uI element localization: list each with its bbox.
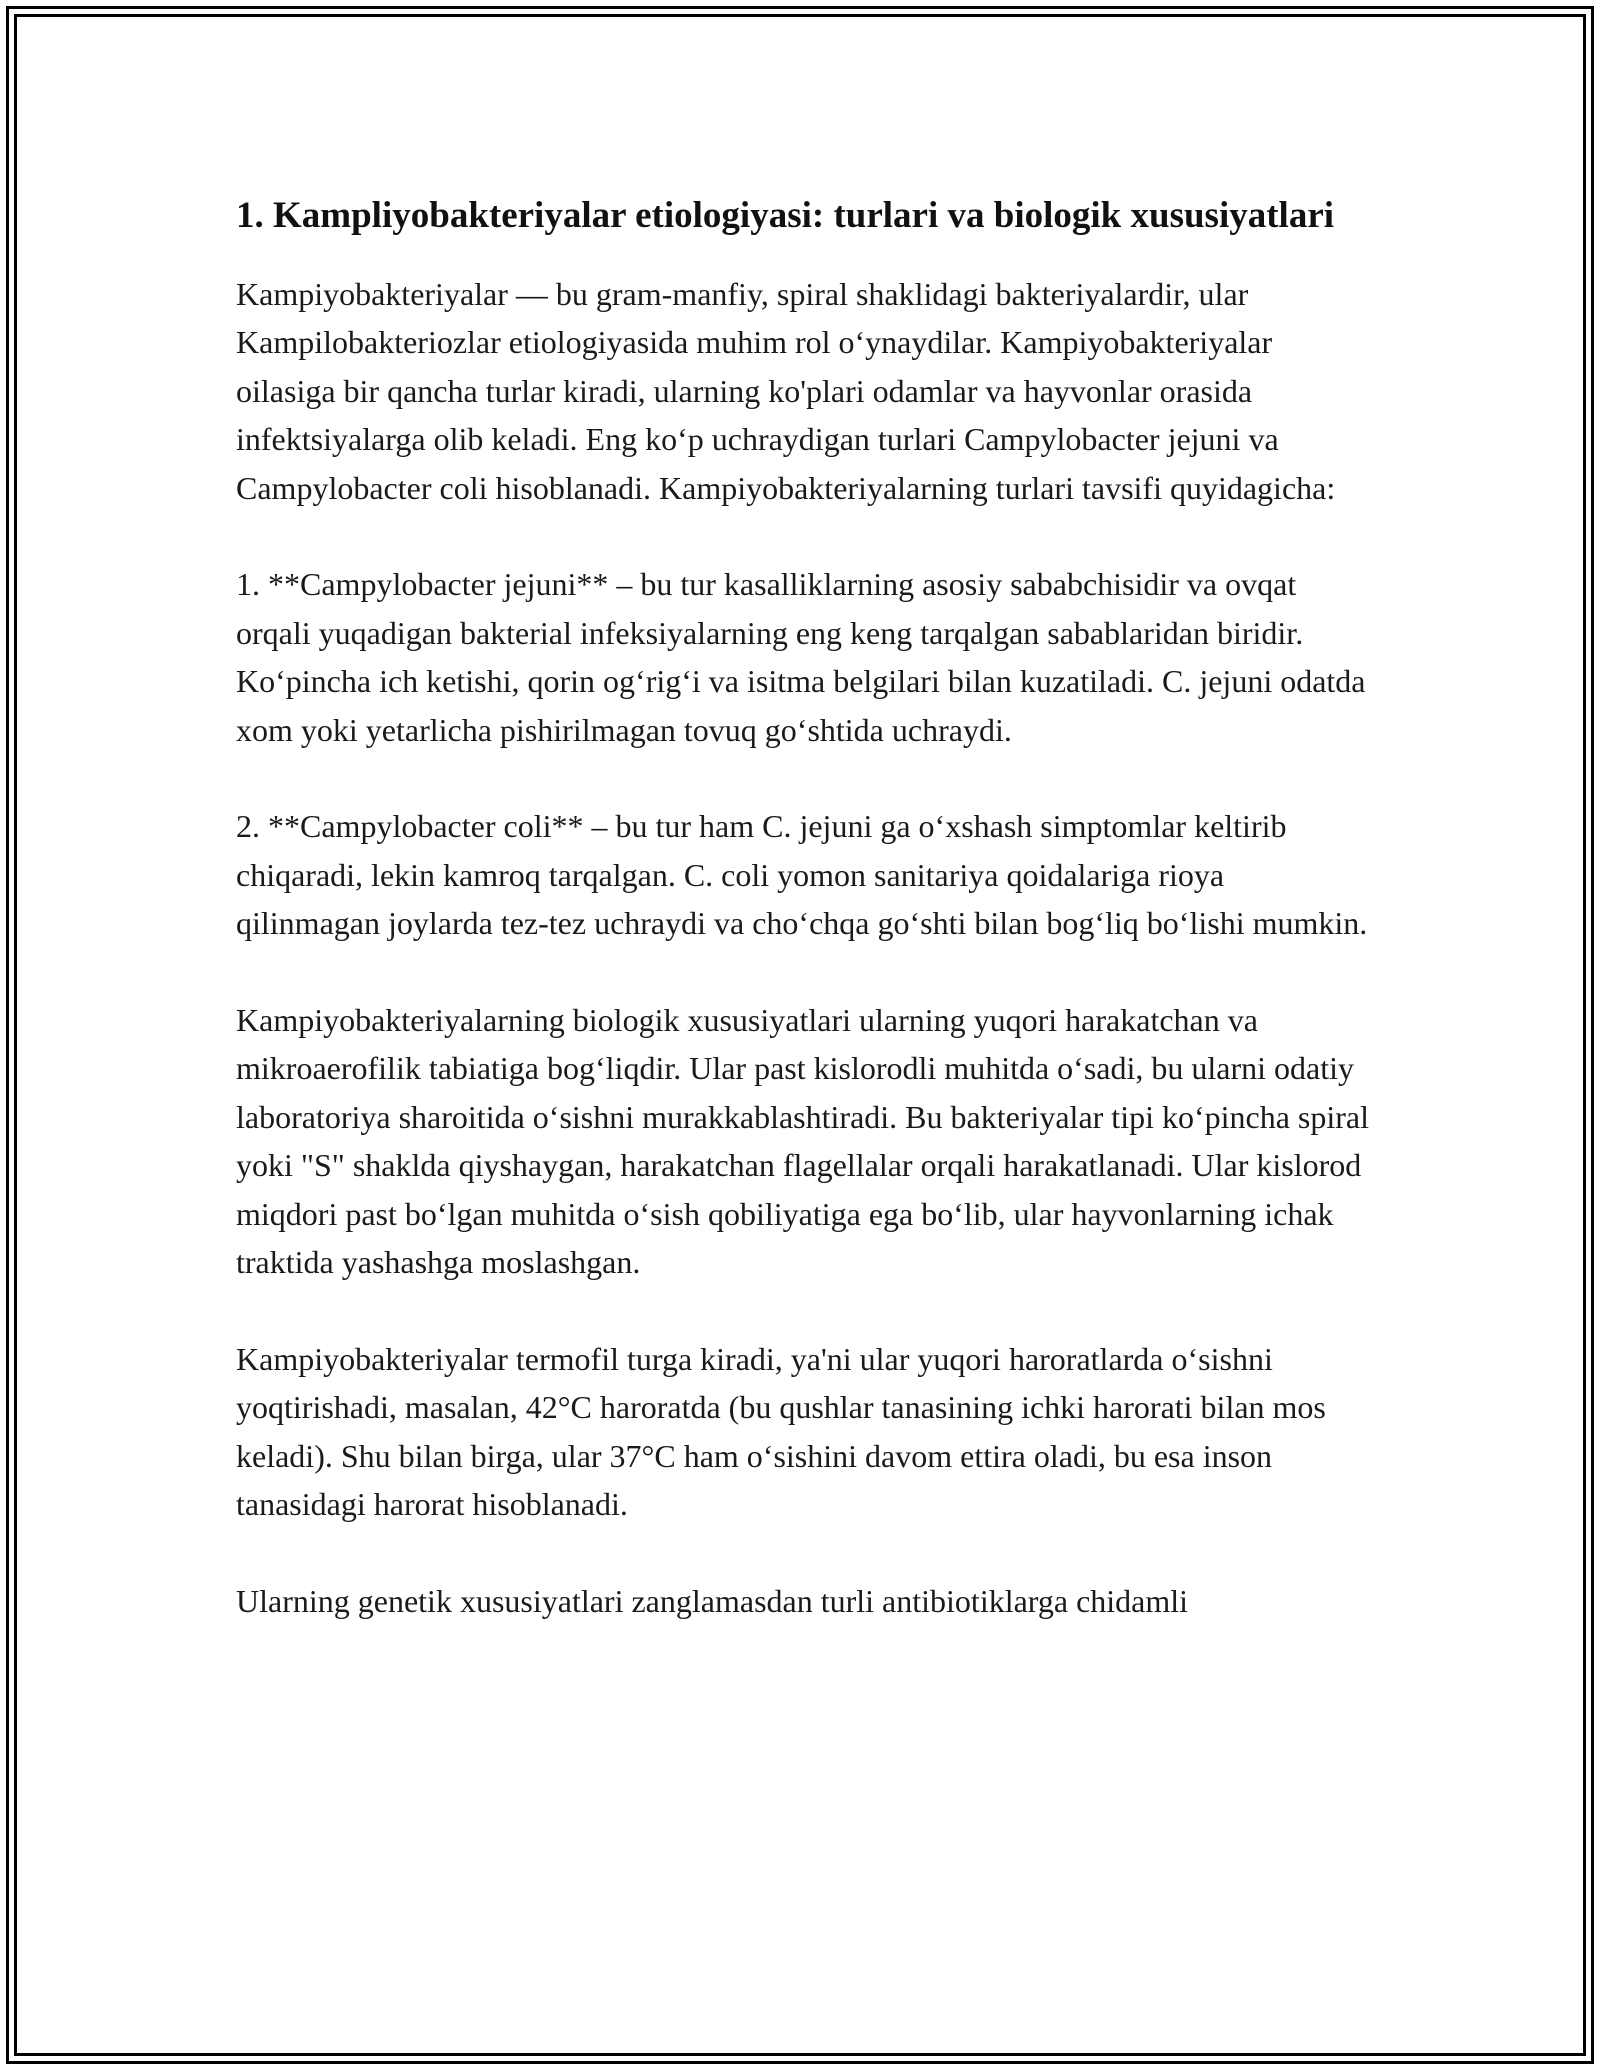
paragraph-genetics: Ularning genetik xususiyatlari zanglamasdan turli antibiotiklarga chidamli bbox=[236, 1582, 1189, 1619]
document-body bbox=[236, 188, 1376, 1674]
paragraph-coli: 2. **Campylobacter coli** – bu tur ham C. jejuni ga o‘xshash simptomlar keltirib chiqaradi, lekin kamroq tarqalgan. C. coli yomon sanitariya qoidalariga rioya qilinmagan joylarda tez-tez uchraydi va cho‘chqa go‘shti bilan bog‘liq bo‘lishi mumkin. bbox=[236, 808, 1368, 942]
paragraph-intro: Kampiyobakteriyalar — bu gram-manfiy, spiral shaklidagi bakteriyalardir, ular Kampilobakteriozlar etiologiyasida muhim rol o‘ynaydilar. Kampiyobakteriyalar oilasiga bir qancha turlar kiradi, ularning ko'plari odamlar va hayvonlar orasida infektsiyalarga olib keladi. Eng ko‘p uchraydigan turlari Campylobacter jejuni va Campylobacter coli hisoblanadi. Kampiyobakteriyalarning turlari tavsifi quyidagicha: bbox=[236, 276, 1336, 506]
paragraph-jejuni: 1. **Campylobacter jejuni** – bu tur kasalliklarning asosiy sababchisidir va ovqat orqali yuqadigan bakterial infeksiyalarning eng keng tarqalgan sabablaridan biridir. Ko‘pincha ich ketishi, qorin og‘rig‘i va isitma belgilari bilan kuzatiladi. C. jejuni odatda xom yoki yetarlicha pishirilmagan tovuq go‘shtida uchraydi. bbox=[236, 566, 1366, 748]
paragraph-biology: Kampiyobakteriyalarning biologik xususiyatlari ularning yuqori harakatchan va mikroaerofilik tabiatiga bog‘liqdir. Ular past kislorodli muhitda o‘sadi, bu ularni odatiy laboratoriya sharoitida o‘sishni murakkablashtiradi. Bu bakteriyalar tipi ko‘pincha spiral yoki "S" shaklda qiyshaygan, harakatchan flagellalar orqali harakatlanadi. Ular kislorod miqdori past bo‘lgan muhitda o‘sish qobiliyatiga ega bo‘lib, ular hayvonlarning ichak traktida yashashga moslashgan. bbox=[236, 1002, 1370, 1281]
paragraph-thermophile: Kampiyobakteriyalar termofil turga kiradi, ya'ni ular yuqori haroratlarda o‘sishni yoqtirishadi, masalan, 42°C haroratda (bu qushlar tanasining ichki harorati bilan mos keladi). Shu bilan birga, ular 37°C ham o‘sishini davom ettira oladi, bu esa inson tanasidagi harorat hisoblanadi. bbox=[236, 1340, 1326, 1523]
section-heading: 1. Kampliyobakteriyalar etiologiyasi: turlari va biologik xususiyatlari bbox=[236, 195, 1335, 236]
